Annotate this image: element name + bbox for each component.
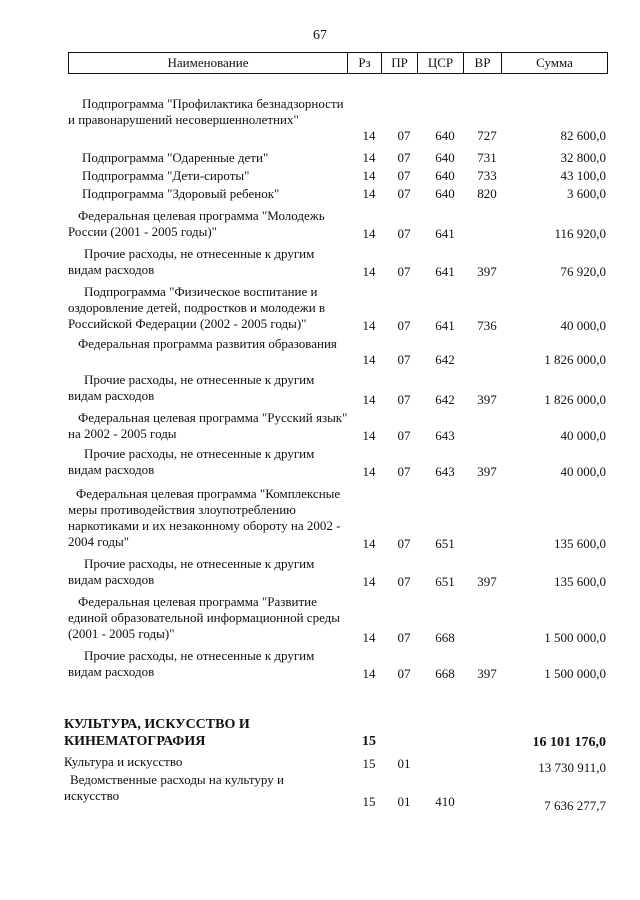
row-csr: 643 <box>435 464 455 479</box>
row-pr: 07 <box>397 128 411 143</box>
row-csr: 668 <box>435 666 455 681</box>
header-rz: Рз <box>347 53 381 73</box>
row-pr: 07 <box>397 226 411 241</box>
row-name: Федеральная целевая программа "Русский язык" на 2002 - 2005 годы <box>68 410 348 441</box>
row-csr: 640 <box>435 168 455 183</box>
row-vr: 397 <box>477 392 497 407</box>
row-pr: 07 <box>397 168 411 183</box>
row-pr: 07 <box>397 630 411 645</box>
row-sum: 1 500 000,0 <box>544 666 606 681</box>
row-sum: 116 920,0 <box>554 226 606 241</box>
row-sum: 1 826 000,0 <box>544 392 606 407</box>
row-vr: 397 <box>477 666 497 681</box>
row-sum: 43 100,0 <box>560 168 606 183</box>
row-pr: 07 <box>397 352 411 367</box>
row-pr: 07 <box>397 428 411 443</box>
row-sum: 13 730 911,0 <box>538 760 606 775</box>
row-sum: 1 500 000,0 <box>544 630 606 645</box>
row-rz: 14 <box>362 128 376 143</box>
row-csr: 642 <box>435 352 455 367</box>
row-csr: 643 <box>435 428 455 443</box>
row-sum: 135 600,0 <box>554 536 606 551</box>
row-rz: 14 <box>362 186 376 201</box>
row-csr: 410 <box>435 794 455 809</box>
row-sum: 76 920,0 <box>560 264 606 279</box>
row-rz: 15 <box>362 756 376 771</box>
row-vr: 397 <box>477 464 497 479</box>
row-rz: 14 <box>362 150 376 165</box>
row-pr: 07 <box>397 186 411 201</box>
row-vr: 733 <box>477 168 497 183</box>
row-name: Подпрограмма "Физическое воспитание и оздоровление детей, подростков и молодежи в Российской Федерации (2002 - 2005 годы)" <box>68 284 326 331</box>
row-csr: 641 <box>435 264 455 279</box>
row-pr: 07 <box>397 666 411 681</box>
row-sum: 16 101 176,0 <box>532 735 606 750</box>
row-pr: 07 <box>397 536 411 551</box>
row-vr: 397 <box>477 574 497 589</box>
row-rz: 14 <box>362 318 376 333</box>
row-csr: 651 <box>435 574 455 589</box>
row-pr: 01 <box>397 794 411 809</box>
row-name: Прочие расходы, не отнесенные к другим видам расходов <box>68 556 315 587</box>
row-csr: 668 <box>435 630 455 645</box>
row-csr: 640 <box>435 150 455 165</box>
row-pr: 07 <box>397 150 411 165</box>
row-name: Прочие расходы, не отнесенные к другим видам расходов <box>68 446 315 477</box>
row-rz: 14 <box>362 574 376 589</box>
row-sum: 135 600,0 <box>554 574 606 589</box>
row-name: Федеральная целевая программа "Молодежь России (2001 - 2005 годы)" <box>68 208 325 239</box>
row-vr: 820 <box>477 186 497 201</box>
row-name: Прочие расходы, не отнесенные к другим видам расходов <box>68 648 315 679</box>
row-vr: 736 <box>477 318 497 333</box>
row-name: Федеральная целевая программа "Развитие единой образовательной информационной среды (2001 - 2005 годы)" <box>68 594 341 641</box>
row-name: Прочие расходы, не отнесенные к другим видам расходов <box>68 372 315 403</box>
row-csr: 642 <box>435 392 455 407</box>
row-name: Прочие расходы, не отнесенные к другим видам расходов <box>68 246 315 277</box>
row-name: Подпрограмма "Одаренные дети" <box>82 150 269 165</box>
row-name: Культура и искусство <box>64 754 183 769</box>
row-rz: 14 <box>362 392 376 407</box>
row-name: Подпрограмма "Здоровый ребенок" <box>82 186 280 201</box>
page-number: 67 <box>313 28 327 43</box>
row-pr: 07 <box>397 264 411 279</box>
row-name: Федеральная целевая программа "Комплексные меры противодействия злоупотреблению наркотиками и их незаконному обороту на 2002 - 2004 годы" <box>68 486 341 549</box>
row-sum: 82 600,0 <box>560 128 606 143</box>
row-pr: 07 <box>397 464 411 479</box>
row-vr: 727 <box>477 128 497 143</box>
header-sum: Сумма <box>501 53 607 73</box>
header-name: Наименование <box>167 55 249 70</box>
row-rz: 14 <box>362 666 376 681</box>
row-rz: 14 <box>362 536 376 551</box>
row-pr: 07 <box>397 318 411 333</box>
row-pr: 01 <box>397 756 411 771</box>
row-sum: 7 636 277,7 <box>544 798 606 813</box>
row-name: Подпрограмма "Профилактика безнадзорности и правонарушений несовершеннолетних" <box>68 96 344 127</box>
header-pr: ПР <box>381 53 417 73</box>
header-vr: ВР <box>463 53 501 73</box>
row-pr: 07 <box>397 392 411 407</box>
row-sum: 40 000,0 <box>560 464 606 479</box>
row-pr: 07 <box>397 574 411 589</box>
row-csr: 641 <box>435 226 455 241</box>
row-rz: 14 <box>362 428 376 443</box>
row-rz: 15 <box>362 734 376 749</box>
header-csr: ЦСР <box>417 53 463 73</box>
row-csr: 640 <box>435 128 455 143</box>
row-sum: 3 600,0 <box>567 186 606 201</box>
row-rz: 14 <box>362 464 376 479</box>
row-sum: 40 000,0 <box>560 318 606 333</box>
row-name: Подпрограмма "Дети-сироты" <box>82 168 250 183</box>
row-rz: 14 <box>362 226 376 241</box>
row-rz: 14 <box>362 630 376 645</box>
row-sum: 40 000,0 <box>560 428 606 443</box>
row-name: Ведомственные расходы на культуру и искусство <box>64 772 284 803</box>
row-rz: 14 <box>362 264 376 279</box>
row-csr: 641 <box>435 318 455 333</box>
row-csr: 651 <box>435 536 455 551</box>
row-sum: 1 826 000,0 <box>544 352 606 367</box>
row-vr: 731 <box>477 150 497 165</box>
row-sum: 32 800,0 <box>560 150 606 165</box>
row-csr: 640 <box>435 186 455 201</box>
table-header <box>68 52 608 74</box>
row-rz: 15 <box>362 794 376 809</box>
row-vr: 397 <box>477 264 497 279</box>
row-rz: 14 <box>362 168 376 183</box>
row-name: Федеральная программа развития образования <box>78 336 337 351</box>
row-rz: 14 <box>362 352 376 367</box>
section-heading: КУЛЬТУРА, ИСКУССТВО И КИНЕМАТОГРАФИЯ <box>64 717 250 749</box>
